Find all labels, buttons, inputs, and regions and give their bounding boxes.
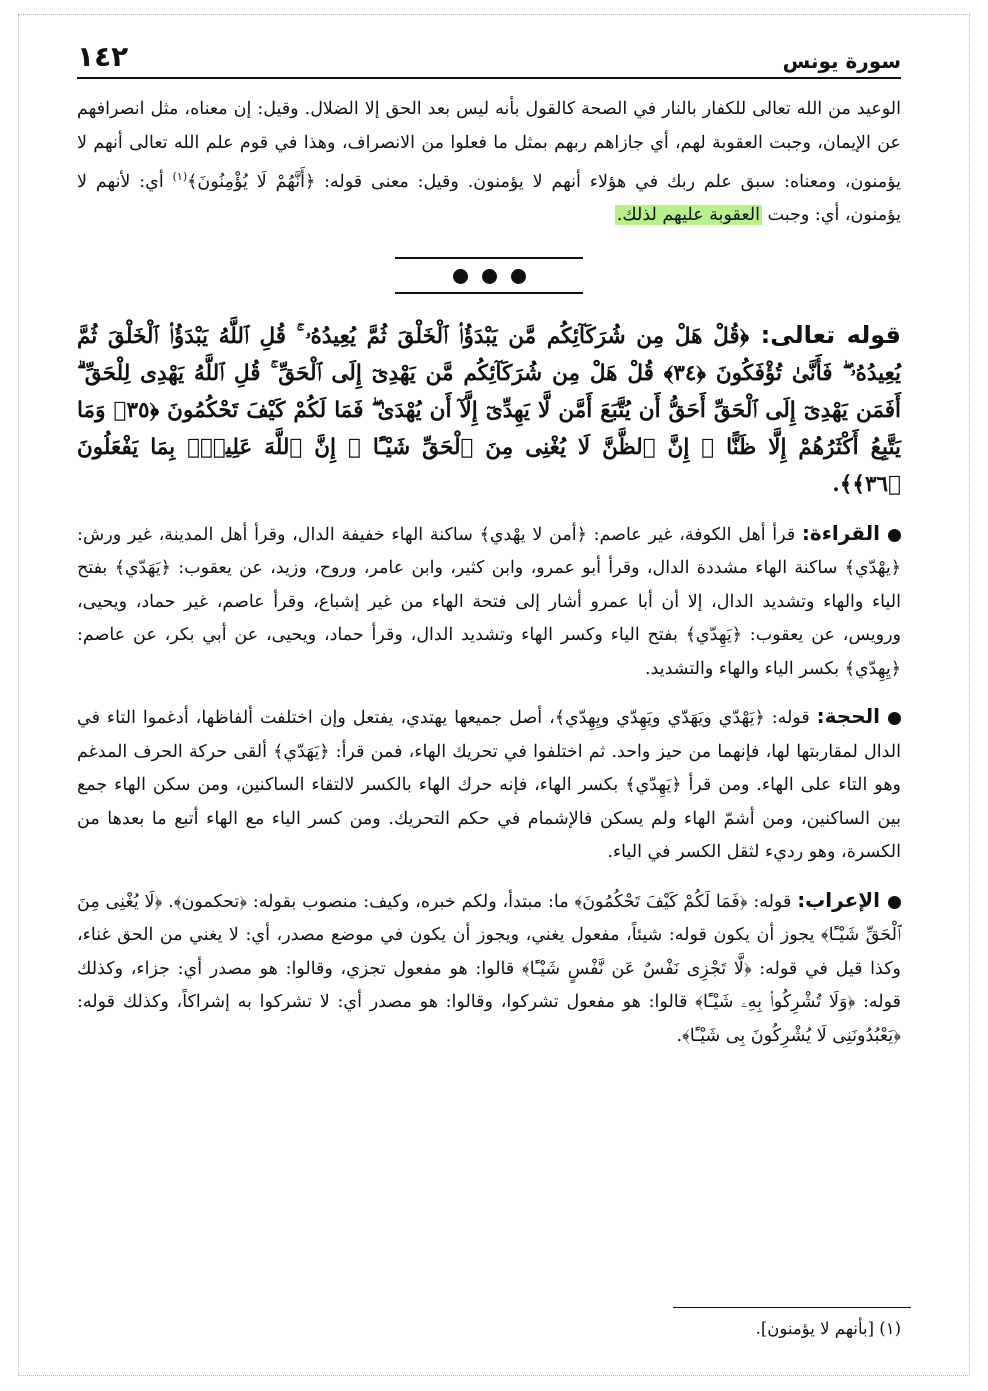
irab-section xyxy=(77,884,901,1054)
section-divider xyxy=(395,257,583,303)
bullet-icon xyxy=(888,529,901,542)
hujja-section xyxy=(77,700,901,870)
dot-icon xyxy=(511,269,526,284)
footnote: (١) [بأنهم لا يؤمنون]. xyxy=(755,1319,901,1338)
hujja-text: قوله: ﴿يَهْدّي ويَهَدّي ويَهِدّي ويِهِدّي﴾، أصل جميعها يهتدي، يفتعل وإن اختلفت ألفاظها، أدغموا التاء في الدال لمقاربتها لها، فإنهما من حيز واحد. ثم اختلفوا في تحريك الهاء، فمن قرأ: ﴿يَهَدّي﴾ ألقى حركة الحرف المدغم وهو التاء على الهاء. ومن قرأ ﴿يَهِدّي﴾ بكسر الهاء، فإنه حرك الهاء بالكسر لالتقاء الساكنين، ومن سكن الهاء جمع بين الساكنين، ومن أشمّ الهاء ولم يسكن فالإشمام في حكم التحريك. ومن كسر الياء مع الهاء أتبع ما بعدها من الكسرة، وهو رديء لثقل الكسر في الياء. xyxy=(77,708,901,863)
qiraat-section xyxy=(77,517,901,687)
footnote-marker: (١) xyxy=(172,170,188,183)
bullet-icon xyxy=(888,712,901,725)
intro-text-after: أي: لأنهم لا يؤمنون، أي: وجبت xyxy=(77,171,901,226)
qiraat-text: قرأ أهل الكوفة، غير عاصم: ﴿أمن لا يهْدي﴾ ساكنة الهاء خفيفة الدال، وقرأ أهل المدينة، غير ورش: ﴿يهْدّي﴾ ساكنة الهاء مشددة الدال، وقرأ أبو عمرو، وابن كثير، وابن عامر، وروح، وزيد، عن يعقوب: ﴿يَهَدّي﴾ بفتح الياء والهاء وتشديد الدال، إلا أن أبا عمرو أشار إلى فتحة الهاء من غير إشباع، وقرأ عاصم، غير حماد، ويحيى، ورويس، عن يعقوب: ﴿يَهِدّي﴾ بفتح الياء وكسر الهاء وتشديد الدال، وقرأ حماد، ويحيى، عن أبي بكر، عن عاصم: ﴿يِهِدّي﴾ بكسر الياء والهاء والتشديد. xyxy=(77,524,901,679)
dot-icon xyxy=(453,269,468,284)
page-number: ١٤٢ xyxy=(77,40,129,73)
irab-text: قوله: ﴿فَمَا لَكُمْ كَيْفَ تَحْكُمُونَ﴾ ما: مبتدأ، ولكم خبره، وكيف: منصوب بقوله: ﴿تحكمون﴾. ﴿لَا يُغْنِى مِنَ ٱلْحَقِّ شَيْـًٔا﴾ يجوز أن يكون قوله: شيئاً، مفعول يغني، ويجوز أن يكون في موضع مصدر، أي: لا يغني من الحق غناء، وكذا قيل في قوله: ﴿لَّا تَجْزِى نَفْسٌ عَن نَّفْسٍ شَيْـًٔا﴾ قالوا: هو مفعول تجزي، وقالوا: هو مصدر أي: جزاء، وكذلك قوله: ﴿وَلَا تُشْرِكُوا۟ بِهِۦ شَيْـًٔا﴾ قالوا: هو مفعول تشركوا، وقالوا: هو مصدر أي: لا تشركوا به إشراكاً، وكذلك قوله: ﴿يَعْبُدُونَنِى لَا يُشْرِكُونَ بِى شَيْـًٔا﴾. xyxy=(77,891,901,1046)
qiraat-title: القراءة: xyxy=(801,520,880,545)
page-frame xyxy=(18,14,970,1376)
divider-line-bottom xyxy=(395,292,583,294)
verse-block xyxy=(77,317,901,503)
bullet-icon xyxy=(888,896,901,909)
hujja-title: الحجة: xyxy=(816,704,880,729)
page-header xyxy=(77,35,901,79)
verse-text: ﴿قُلْ هَلْ مِن شُرَكَآئِكُم مَّن يَبْدَؤُا۟ ٱلْخَلْقَ ثُمَّ يُعِيدُهُۥ ۚ قُلِ ٱللَّهُ يَبْدَؤُا۟ ٱلْخَلْقَ ثُمَّ يُعِيدُهُۥ ۖ فَأَنَّىٰ تُؤْفَكُونَ ﴿٣٤﴾ قُلْ هَلْ مِن شُرَكَآئِكُم مَّن يَهْدِىٓ إِلَى ٱلْحَقِّ ۚ قُلِ ٱللَّهُ يَهْدِى لِلْحَقِّ ۗ أَفَمَن يَهْدِىٓ إِلَى ٱلْحَقِّ أَحَقُّ أَن يُتَّبَعَ أَمَّن لَّا يَهِدِّىٓ إِلَّآ أَن يُهْدَىٰ ۖ فَمَا لَكُمْ كَيْفَ تَحْكُمُونَ ﴿٣٥﴾ وَمَا يَتَّبِعُ أَكْثَرُهُمْ إِلَّا ظَنًّا ۚ إِنَّ ٱلظَّنَّ لَا يُغْنِى مِنَ ٱلْحَقِّ شَيْـًٔا ۚ إِنَّ ٱللَّهَ عَلِيمٌۢ بِمَا يَفْعَلُونَ ﴿٣٦﴾﴾. xyxy=(77,323,901,497)
divider-line-top xyxy=(395,257,583,259)
highlighted-text: العقوبة عليهم لذلك. xyxy=(616,205,760,226)
dot-icon xyxy=(482,269,497,284)
verse-lead: قوله تعالى: xyxy=(749,320,901,349)
intro-paragraph xyxy=(77,93,901,233)
divider-dots xyxy=(395,269,583,284)
footnote-rule xyxy=(673,1307,911,1308)
surah-title: سورة يونس xyxy=(782,49,901,73)
page-content xyxy=(77,35,901,1053)
irab-title: الإعراب: xyxy=(797,887,880,912)
intro-text: الوعيد من الله تعالى للكفار بالنار في الصحة كالقول بأنه ليس بعد الحق إلا الضلال. وقيل: إن معناه، مثل انصرافهم عن الإيمان، وجبت العقوبة لهم، أي جازاهم ربهم بمثل ما فعلوا من الانصراف، وهذا في قوم علم الله تعالى أنهم لا يؤمنون، ومعناه: سبق علم ربك في هؤلاء أنهم لا يؤمنون. وقيل: معنى قوله: ﴿أَنَّهُمْ لَا يُؤْمِنُونَ﴾ xyxy=(77,99,901,192)
